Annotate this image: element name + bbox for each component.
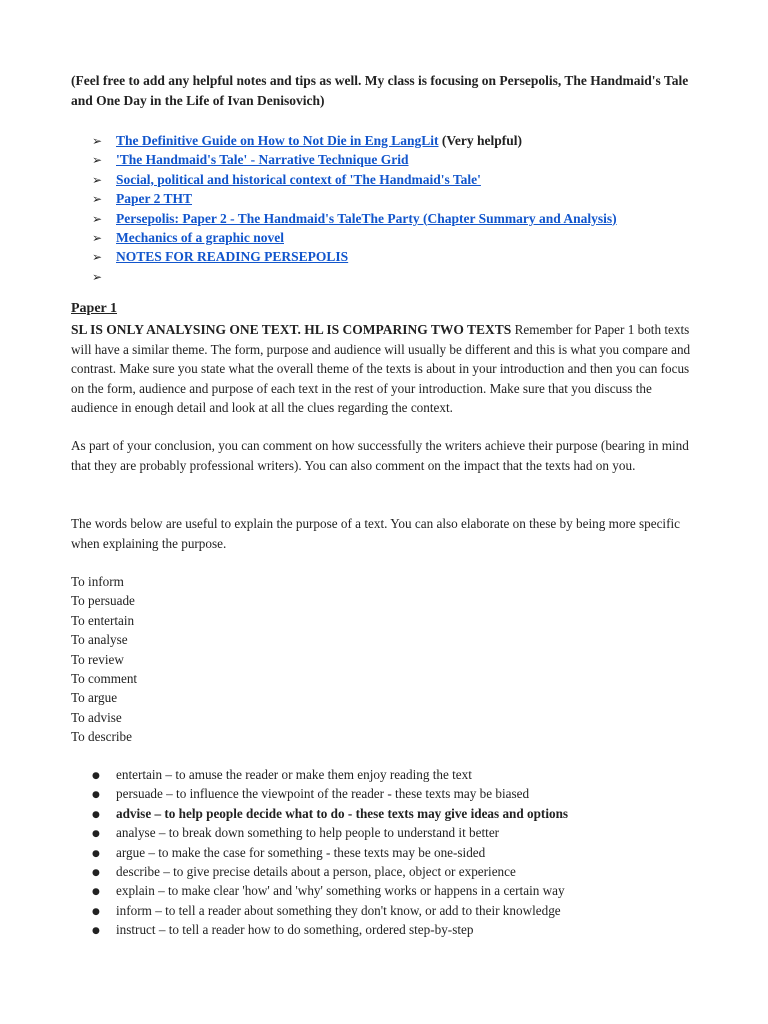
definition-text: instruct – to tell a reader how to do something, ordered step-by-step: [116, 922, 474, 938]
intro-note: (Feel free to add any helpful notes and tips as well. My class is focusing on Persepolis, The Handmaid's Tale and One Day in the Life of Ivan Denisovich): [71, 73, 689, 108]
definition-text: inform – to tell a reader about something they don't know, or add to their knowledge: [116, 902, 561, 918]
link-persepolis-paper-2[interactable]: Persepolis: Paper 2 - The Handmaid's TaleThe Party (Chapter Summary and Analysis): [116, 210, 617, 226]
definition-text: describe – to give precise details about a person, place, object or experience: [116, 863, 516, 879]
bullet-dot-icon: ●: [92, 771, 100, 781]
list-item: [92, 267, 617, 286]
list-item: [92, 228, 617, 247]
arrow-bullet-icon: ➢: [92, 230, 103, 245]
bullet-dot-icon: ●: [92, 848, 100, 859]
definition-item: [92, 881, 568, 900]
purpose-word: To review: [71, 651, 124, 667]
link-persepolis-notes[interactable]: NOTES FOR READING PERSEPOLIS: [116, 249, 349, 265]
bullet-dot-icon: ●: [92, 906, 100, 917]
bullet-dot-icon: ●: [92, 790, 100, 801]
link-narrative-technique-grid[interactable]: 'The Handmaid's Tale' - Narrative Technique Grid: [116, 152, 409, 168]
arrow-bullet-icon: ➢: [92, 153, 103, 168]
purpose-word: To entertain: [71, 612, 135, 628]
definition-text: argue – to make the case for something - these texts may be one-sided: [116, 844, 486, 860]
bullet-dot-icon: ●: [92, 829, 100, 840]
resource-links-list: [92, 131, 617, 286]
list-item: [92, 189, 617, 208]
link-note: (Very helpful): [438, 133, 523, 148]
definition-item: [92, 804, 568, 823]
purpose-word: To describe: [71, 729, 132, 745]
link-social-context[interactable]: Social, political and historical context of 'The Handmaid's Tale': [116, 171, 481, 187]
list-item: [92, 170, 617, 189]
purpose-definitions-list: [92, 765, 568, 940]
bullet-dot-icon: ●: [92, 887, 100, 898]
list-item: [92, 209, 617, 228]
purpose-word: To comment: [71, 670, 138, 686]
definition-text: analyse – to break down something to help people to understand it better: [116, 825, 500, 841]
link-graphic-novel-mechanics[interactable]: Mechanics of a graphic novel: [116, 229, 284, 245]
list-item: [92, 131, 617, 150]
link-definitive-guide[interactable]: The Definitive Guide on How to Not Die in Eng LangLit: [116, 133, 439, 148]
definition-item: [92, 920, 568, 939]
definition-text: explain – to make clear 'how' and 'why' something works or happens in a certain way: [116, 883, 565, 899]
bullet-dot-icon: ●: [92, 867, 100, 878]
definition-item: [92, 823, 568, 842]
purpose-word: To argue: [71, 690, 118, 706]
definition-item: [92, 765, 568, 784]
purpose-word: To persuade: [71, 593, 135, 609]
purpose-words-list: [71, 572, 137, 747]
bullet-dot-icon: ●: [92, 809, 100, 820]
paper-1-paragraph: [71, 320, 699, 418]
bullet-dot-icon: ●: [92, 926, 100, 937]
conclusion-paragraph: As part of your conclusion, you can comment on how successfully the writers achieve their purpose (bearing in mind that they are probably professional writers). You can also comment on the impact that the texts had on you.: [71, 438, 689, 473]
definition-item: [92, 862, 568, 881]
sl-hl-note: SL IS ONLY ANALYSING ONE TEXT. HL IS COMPARING TWO TEXTS: [71, 322, 512, 337]
section-heading-paper-1: Paper 1: [71, 301, 118, 316]
link-paper-2-tht[interactable]: Paper 2 THT: [116, 191, 193, 207]
list-item: [92, 150, 617, 169]
arrow-bullet-icon: ➢: [92, 192, 103, 207]
definition-item: [92, 784, 568, 803]
arrow-bullet-icon: ➢: [92, 211, 103, 226]
arrow-bullet-icon: ➢: [92, 269, 103, 284]
purpose-word: To inform: [71, 574, 124, 589]
definition-item: [92, 843, 568, 862]
arrow-bullet-icon: ➢: [92, 134, 103, 148]
definition-text: advise – to help people decide what to do - these texts may give ideas and options: [116, 805, 569, 821]
definition-text: entertain – to amuse the reader or make them enjoy reading the text: [116, 767, 472, 782]
definition-item: [92, 901, 568, 920]
list-item: [92, 247, 617, 266]
definition-text: persuade – to influence the viewpoint of the reader - these texts may be biased: [116, 786, 530, 802]
purpose-word: To advise: [71, 709, 122, 725]
purpose-words-paragraph: The words below are useful to explain the purpose of a text. You can also elaborate on these by being more specific when explaining the purpose.: [71, 516, 681, 551]
paper-1-paragraph-text: Remember for Paper 1 both texts will have a similar theme. The form, purpose and audience will usually be different and this is what you compare and contrast. Make sure you state what the overall theme of the texts is about in your introduction and then you can focus on the form, audience and purpose of each text in the rest of your introduction. Make sure that you discuss the audience in enough detail and look at all the clues regarding the context.: [71, 322, 691, 415]
purpose-word: To analyse: [71, 632, 128, 648]
arrow-bullet-icon: ➢: [92, 250, 103, 265]
arrow-bullet-icon: ➢: [92, 172, 103, 187]
